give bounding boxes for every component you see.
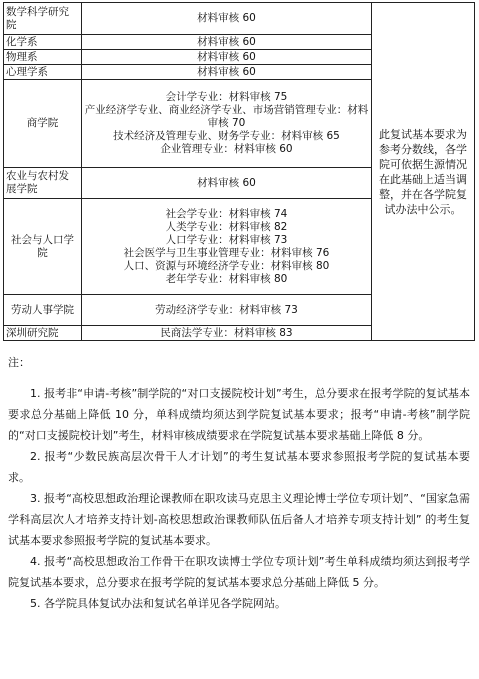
department-name: 农业与农村发展学院: [6, 170, 69, 195]
requirement-line: 劳动经济学专业：材料审核 73: [155, 303, 298, 316]
note-item: 1. 报考非“申请-考核”制学院的“对口支援院校计划”考生，总分要求在报考学院的复试基本要求总分基础上降低 10 分，单科成绩均须达到学院复试基本要求；报考“申请-考核”制学院的“对口支援院校计划”考生，材料审核成绩要求在学院复试基本要求基础上降低 8 分。: [8, 387, 470, 442]
requirement-line: 企业管理专业：材料审核 60: [160, 143, 293, 155]
requirement-cell: [82, 80, 372, 168]
requirement-line: 材料审核 60: [197, 176, 256, 189]
department-name: 化学系: [6, 35, 38, 48]
requirement-cell: [82, 199, 372, 295]
requirement-cell: [82, 3, 372, 35]
retest-requirements-table: [3, 2, 475, 341]
department-name: 数学科学研究院: [6, 5, 69, 31]
requirement-line: 人口学专业：材料审核 73: [165, 233, 288, 246]
requirement-line: 产业经济学专业、商业经济学专业、市场营销管理专业：材料审核 70: [84, 104, 369, 129]
department-cell: [4, 295, 82, 326]
requirement-cell: [82, 35, 372, 50]
department-name: 劳动人事学院: [11, 303, 74, 316]
note-item: 2. 报考“少数民族高层次骨干人才计划”的考生复试基本要求参照报考学院的复试基本要求。: [8, 450, 470, 484]
requirement-cell: [82, 50, 372, 65]
notes-section: [8, 352, 470, 614]
department-name: 物理系: [6, 50, 38, 63]
requirement-line: 人口、资源与环境经济学专业：材料审核 80: [123, 259, 330, 272]
requirement-line: 材料审核 60: [197, 65, 256, 78]
note-item: 5. 各学院具体复试办法和复试名单详见各学院网站。: [30, 597, 286, 610]
requirement-line: 人类学专业：材料审核 82: [165, 220, 288, 233]
department-name: 深圳研究院: [6, 326, 59, 339]
requirement-line: 民商法学专业：材料审核 83: [160, 326, 293, 339]
requirement-cell: [82, 295, 372, 326]
requirement-cell: [82, 168, 372, 199]
department-cell: [4, 168, 82, 199]
requirement-line: 材料审核 60: [197, 12, 256, 24]
department-cell: [4, 65, 82, 80]
requirement-line: 社会医学与卫生事业管理专业：材料审核 76: [123, 246, 330, 259]
department-cell: [4, 50, 82, 65]
requirement-line: 老年学专业：材料审核 80: [165, 272, 288, 285]
department-name: 商学院: [26, 117, 59, 129]
table-row: [4, 3, 475, 35]
department-cell: [4, 80, 82, 168]
department-cell: [4, 35, 82, 50]
requirement-cell: [82, 326, 372, 341]
department-name: 社会与人口学院: [11, 233, 74, 259]
retest-requirements-table-wrap: [3, 2, 475, 341]
department-cell: [4, 3, 82, 35]
requirement-line: 社会学专业：材料审核 74: [165, 207, 288, 220]
department-name: 心理学系: [6, 65, 48, 78]
note-item: 3. 报考“高校思想政治理论课教师在职攻读马克思主义理论博士学位专项计划”、“国家急需学科高层次人才培养支持计划-高校思想政治课教师队伍后备人才培养专项支持计划” 的考生复试基本要求参照报考学院的复试基本要求。: [8, 492, 470, 547]
side-note: 此复试基本要求为参考分数线，各学院可依据生源情况在此基础上适当调整，并在各学院复试办法中公示。: [379, 127, 467, 216]
requirement-cell: [82, 65, 372, 80]
requirement-line: 材料审核 60: [197, 35, 256, 48]
side-note-cell: [372, 3, 475, 341]
requirement-line: 技术经济及管理专业、财务学专业：材料审核 65: [113, 130, 340, 142]
requirement-line: 会计学专业：材料审核 75: [165, 91, 288, 103]
requirement-line: 材料审核 60: [197, 50, 256, 63]
notes-title: 注：: [8, 356, 30, 369]
department-cell: [4, 199, 82, 295]
note-item: 4. 报考“高校思想政治工作骨干在职攻读博士学位专项计划”考生单科成绩均须达到报考学院复试基本要求，总分要求在报考学院的复试基本要求总分基础上降低 5 分。: [8, 555, 470, 589]
department-cell: [4, 326, 82, 341]
